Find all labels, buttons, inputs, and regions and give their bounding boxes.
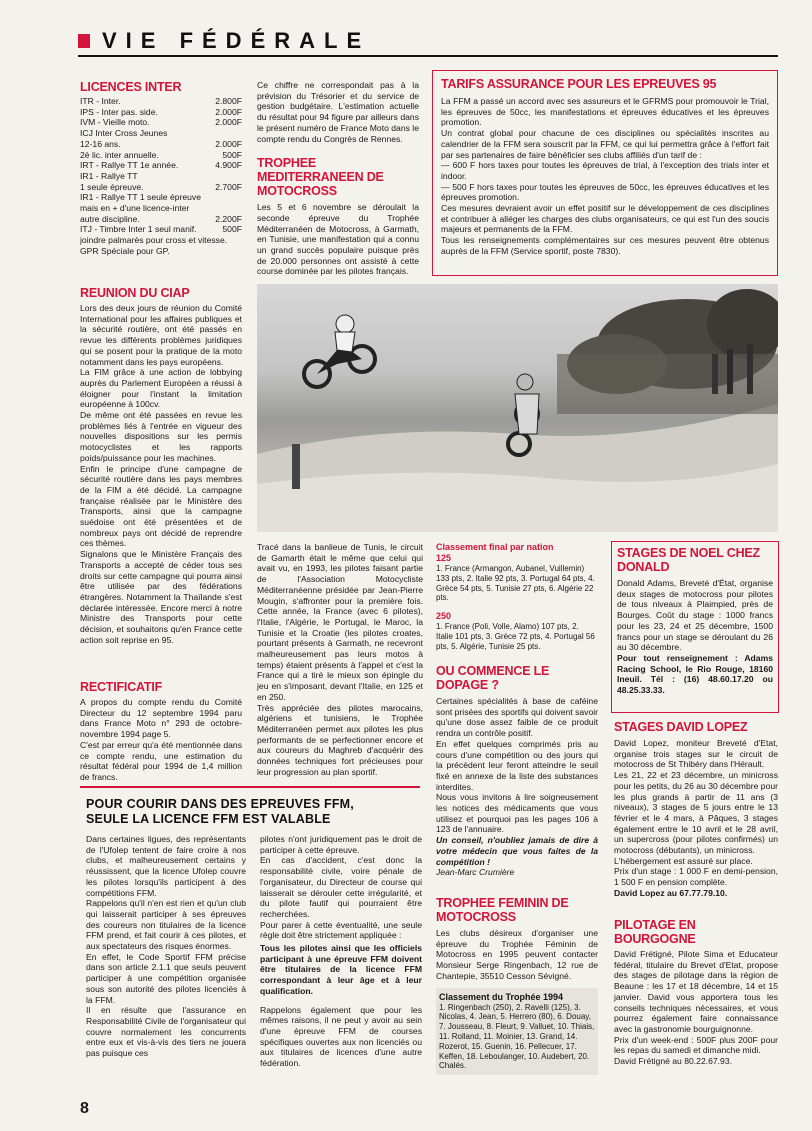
licence-label: 12-16 ans. bbox=[80, 138, 121, 149]
page-header bbox=[78, 28, 778, 56]
licence-row bbox=[80, 192, 242, 203]
noel-body: Donald Adams, Breveté d'État, organise deux stages de motocross pour pilotes de tous niveaux à Plaimpied, près de Bourges. Coût du stage : 1000 francs pour les 23, 24 et 25 décembre, 1500 francs pour un stage se déroulant du 26 au 30 décembre. bbox=[617, 578, 773, 653]
courir-col1-body: Dans certaines ligues, des représentants de l'Ufolep tentent de faire croire à nos clubs, et malheureusement certains y réussissent, que la licence Ufolep couvre les pilotes lorsqu'ils participent à des compétitions FFM. Rappelons qu'il n'en est rien et qu'un club qui laisserait participer à ses épreuves des coureurs non titulaires de la licence FFM prend, et fait courir à ces pilotes, et aux spectateurs des risques énormes. En effet, le Code Sportif FFM précise dans son article 2.1.1 que seuls peuvent participer à une compétition organisée sous son autorité des pilotes licenciés à la FFM. Il en résulte que l'assurance en Responsabilité Civile de l'organisateur qui couvre normalement les concurrents entre eux et vis-à-vis des tiers ne jouera pas puisque ces bbox=[86, 834, 246, 1059]
bourgogne-block bbox=[614, 918, 778, 1067]
noel-box bbox=[611, 541, 779, 713]
page-number: 8 bbox=[80, 1100, 89, 1117]
classement-block bbox=[436, 542, 596, 652]
ciap-body: Lors des deux jours de réunion du Comité International pour les affaires publiques et la sécurité routière, ont été passés en revue les différents problèmes juridiques qui se posent pour la pratique de la moto notamment dans les pays européens. La FIM grâce à une action de lobbying auprès du Parlement Européen a réussi à éloigner pour l'instant la limitation européenne à 100cv. De même ont été passées en revue les problèmes liés à l'entrée en vigueur des nouvelles dispositions sur les permis motocyclistes et les rapports poids/puissance pour les machines. Enfin le principe d'une campagne de sécurité routière dans les pays membres de la FIM a été décidé. La campagne française réalisée par le Ministère des Transports, ainsi que la campagne suédoise ont été présentées et de nombreux pays ont décidé de reprendre ces thèmes. Signalons que le Ministère Français des Transports a accepté de céder tous ses droits sur cette campagne qui pourra ainsi être utilisée par des fédérations étrangères. Notamment la Thaïlande s'est déclarée intéressée. Encore merci à notre Ministre des Transports pour cette décision, et souhaitons qu'en France cette action soit reprise en 95. bbox=[80, 303, 242, 645]
dopage-title: OU COMMENCE LE DOPAGE ? bbox=[436, 664, 550, 692]
classement-250-title: 250 bbox=[436, 611, 452, 622]
licence-row bbox=[80, 160, 242, 171]
feminin-body: Les clubs désireux d'organiser une épreuve du Trophée Féminin de Motocross en 1995 peuvent contacter Monsieur Serge Ringenbach, 12 rue de Chantepie, 35510 Cesson Sévigné. bbox=[436, 928, 598, 981]
lopez-block bbox=[614, 720, 778, 899]
licence-row bbox=[80, 139, 242, 150]
licence-price: 2.200F bbox=[215, 213, 242, 224]
courir-col2-body: pilotes n'ont juridiquement pas le droit de participer à cette épreuve. En cas d'accident, c'est donc la responsabilité civile, voire pénale de l'organisateur, du Directeur de course qui laisserait se dérouler cette irrégularité, et du pilote fautif qui pourraient être recherchées. Pour parer à cette éventualité, une seule règle doit être strictement appliquée : bbox=[260, 834, 422, 941]
rectificatif-body: A propos du compte rendu du Comité Directeur du 12 septembre 1994 paru dans France Moto n° 293 de octobre-novembre 1994 page 5. C'est par erreur qu'a été mentionnée dans ce compte rendu, une estimation du résultat fédéral pour 1994 de 1,4 million de francs. bbox=[80, 697, 242, 782]
licence-row bbox=[80, 171, 242, 182]
licence-price: 2.800F bbox=[215, 96, 242, 106]
licence-price: 500F bbox=[222, 149, 242, 160]
licences-list bbox=[80, 96, 242, 257]
licence-price: 4.900F bbox=[215, 160, 242, 171]
photo-scene bbox=[257, 284, 778, 532]
trophee-med-continued bbox=[257, 542, 423, 777]
licence-price: 2.000F bbox=[215, 138, 242, 149]
licence-label: joindre palmarès pour cross et vitesse. bbox=[80, 235, 228, 246]
rectificatif-continued: Ce chiffre ne correspondait pas à la prévision du Trésorier et du service de gestion budgétaire. L'estimation actuelle du résultat pour 94 figure par ailleurs dans le présent numéro de France Moto dans le compte rendu du Congrès de Rennes. bbox=[257, 80, 419, 144]
licence-row bbox=[80, 107, 242, 118]
noel-contact: Pour tout renseignement : Adams Racing School, le Rio Rouge, 18160 Ineuil. Tél : (16) 48.60.17.20 ou 48.25.33.33. bbox=[617, 652, 773, 696]
trophee-med-title: TROPHEE MEDITERRANEEN DE MOTOCROSS bbox=[257, 156, 384, 199]
licence-row bbox=[80, 214, 242, 225]
ciap-title: REUNION DU CIAP bbox=[80, 286, 190, 300]
licence-row bbox=[80, 224, 242, 235]
rectificatif-title: RECTIFICATIF bbox=[80, 680, 163, 694]
article-separator bbox=[80, 786, 420, 788]
licence-price: 500F bbox=[222, 224, 242, 235]
licence-price: 2.000F bbox=[215, 106, 242, 117]
col2-top bbox=[257, 80, 419, 277]
trophee-med-body: Les 5 et 6 novembre se déroulait la seconde épreuve du Trophée Méditerranéen de Motocross, à Garmath, en Tunisie, une manifestation qui a connu un grand succès populaire puisque près de 20.000 personnes ont assisté à cette course dominée par les pilotes français. bbox=[257, 202, 419, 277]
classement-250-body: 1. France (Poli, Volle, Alamo) 107 pts, 2. Italie 101 pts, 3. Grèce 72 pts, 4. Portugal 56 pts, 5. Algérie, Tunisie 25 pts. bbox=[436, 622, 595, 651]
tarifs-box bbox=[432, 70, 778, 276]
licence-price: 2.700F bbox=[215, 181, 242, 192]
trophee-med-body2: Tracé dans la banlieue de Tunis, le circuit de Gamarth était le même que celui qui avait vu, en 1993, les pilotes faisant partie de l'Association Motocycliste Méditerranéenne présidée par Jean-Pierre Mougin, s'affronter pour la première fois. Cette année, la France (avec 6 pilotes), l'Italie, l'Algérie, le Portugal, le Maroc, la Tunisie et la Croatie (les pilotes croates, pourtant présents à Garmath, ne recevront malheureusement pas leurs motos à temps) étaient présents à l'appel et c'est la France qui a tiré le mieux son épingle du jeu en s'imposant, devant l'Italie, en 125 et en 250. Très appréciée des pilotes marocains, algériens et tunisiens, le Trophée Méditerranéen permet aux pilotes les plus performants de se perfectionner encore et aux coureurs du Maghreb d'acquérir des données techniques fort précieuses pour leur progression au plan sportif. bbox=[257, 542, 423, 777]
header-rule bbox=[78, 55, 778, 57]
courir-rule: Tous les pilotes ainsi que les officiels participant à une épreuve FFM doivent être titulaires de la licence FFM correspondant à leur âge et à leur qualification. bbox=[260, 943, 422, 996]
courir-col2-end: Rappelons également que pour les mêmes raisons, il ne peut y avoir au sein d'une épreuve FFM de courses spécifiques ouvertes aux non licenciés ou aux titulaires de licences d'une autre fédération. bbox=[260, 1004, 422, 1069]
tarifs-title: TARIFS ASSURANCE POUR LES EPREUVES 95 bbox=[441, 77, 717, 91]
feminin-title: TROPHEE FEMININ DE MOTOCROSS bbox=[436, 896, 569, 924]
dopage-signature: Jean-Marc Crumière bbox=[436, 867, 515, 878]
licence-row bbox=[80, 128, 242, 139]
licence-label: ICJ Inter Cross Jeunes bbox=[80, 128, 168, 139]
licence-row bbox=[80, 96, 242, 107]
lopez-body: David Lopez, moniteur Breveté d'Etat, organise trois stages sur le circuit de motocross de St Thibéry dans l'Hérault. Les 21, 22 et 23 décembre, un minicross pour les petits, du 26 au 30 décembre pour les plus grands à partir de 11 ans (3 niveaux), 3 stages de 5 jours entre le 13 février et le 4 mars, à Pâques, 3 stages également entre le 10 avril et le 28 avril, un supercross (pour pilotes confirmés) un motocross (débutants), un minicross. L'hébergement est assuré sur place. Prix d'un stage : 1 000 F en demi-pension, 1 500 F en pension complète. bbox=[614, 738, 778, 888]
lopez-contact: David Lopez au 67.77.79.10. bbox=[614, 887, 728, 898]
feminin-class-body: 1. Ringenbach (250), 2. Ravelli (125), 3. Nicolas, 4. Jean, 5. Herrero (80), 6. Douay, 7. Jousseau, 8. Fleurt, 9. Valluet, 10. Thiais, 11. Rolland, 11. Moinier, 13. Grand, 14. Rozerot, 15. Guenin, 16. Pellecuer, 17. Keffen, 18. Leboulanger, 10. Audebert, 20. Chalés. bbox=[439, 1002, 595, 1071]
feminin-class-title: Classement du Trophée 1994 bbox=[439, 991, 564, 1002]
courir-col2 bbox=[260, 834, 422, 1069]
licence-label: IR1 - Rallye TT 1 seule épreuve bbox=[80, 192, 202, 203]
dopage-body: Certaines spécialités à base de caféine sont prisées des sportifs qui doivent savoir qu'une dose assez faible de ce produit rendra un contrôle positif. En effet quelques comprimés pris au cours d'une compétition ou des jours qui la précèdent leur feront atteindre le seuil fixé en annexe de la liste des substances interdites. Nous vous invitons à lire soigneusement les notices des médicaments que vous utilisez et pourquoi pas les pages 106 à 123 de l'annuaire. bbox=[436, 696, 598, 835]
licence-label: IPS - Inter pas. side. bbox=[80, 106, 158, 117]
bourgogne-title: PILOTAGE EN BOURGOGNE bbox=[614, 918, 696, 946]
header-red-square bbox=[78, 34, 90, 48]
dopage-block bbox=[436, 664, 598, 878]
licence-row bbox=[80, 235, 242, 246]
classement-125-title: 125 bbox=[436, 553, 452, 563]
ciap-block bbox=[80, 286, 242, 646]
licence-row bbox=[80, 246, 242, 257]
courir-title-block bbox=[86, 797, 416, 827]
noel-title: STAGES DE NOEL CHEZ DONALD bbox=[617, 546, 760, 574]
section-title: VIE FÉDÉRALE bbox=[102, 28, 371, 53]
classement-title: Classement final par nation bbox=[436, 542, 554, 552]
licence-label: autre discipline. bbox=[80, 213, 140, 224]
licences-title: LICENCES INTER bbox=[80, 80, 182, 94]
licence-label: 1 seule épreuve. bbox=[80, 181, 144, 192]
licence-row bbox=[80, 117, 242, 128]
feminin-block bbox=[436, 896, 598, 1075]
bourgogne-body: David Frétigné, Pilote Sima et Educateur fédéral, titulaire du Brevet d'Etat, propose des stages de pilotage dans la région de Beaune : les 17 et 18 décembre, 14 et 15 janvier. David vous apportera tous les conseils techniques nécessaires, et vous pourrez également faire connaissance avec la gastronomie bourguignonne. Prix d'un week-end : 500F plus 200F pour les repas du samedi et dimanche midi. David Frétigné au 80.22.67.93. bbox=[614, 949, 778, 1067]
licence-row bbox=[80, 182, 242, 193]
licence-price: 2.000F bbox=[215, 117, 242, 128]
licence-label: ITR - Inter. bbox=[80, 96, 121, 106]
licence-label: ITJ - Timbre Inter 1 seul manif. bbox=[80, 224, 197, 235]
courir-col1 bbox=[86, 834, 246, 1059]
classement-125-body: 1. France (Armangon, Aubanel, Vuillemin) 133 pts, 2. Italie 92 pts, 3. Portugal 64 pts, 4. Grèce 54 pts, 5. Tunisie 27 pts, 6. Algérie 22 pts. bbox=[436, 564, 595, 603]
licence-label: IVM - Vieille moto. bbox=[80, 117, 150, 128]
licence-row bbox=[80, 150, 242, 161]
tarifs-body: La FFM a passé un accord avec ses assureurs et le GFRMS pour promouvoir le Trial, les épreuves de 50cc, les manifestations et épreuves éducatives et les épreuves promotion. Un contrat global pour chacune de ces disciplines ou spécialités inscrites au calendrier de la FFM sera souscrit par la FFM, ce qui lui permettra grâce à l'effort fait par ses partenaires de faire bénéficier ses clubs affiliés d'un tarif de : — 600 F hors taxes pour toutes les épreuves de trial, à l'exception des trials inter et indoor. — 500 F hors taxes pour toutes les épreuves de 50cc, les épreuves éducatives et les épreuves promotion. Ces mesures devraient avoir un effet positif sur le développement de ces disciplines et contribuer à alléger les charges des clubs organisateurs, ce qui est l'un des soucis majeurs et permanents de la FFM. Tous les renseignements complémentaires sur ces mesures peuvent être obtenus auprès de la FFM (Service sportif, poste 7830). bbox=[441, 96, 769, 256]
licence-label: 2è lic. inter annuelle. bbox=[80, 149, 159, 160]
courir-title-2: SEULE LA LICENCE FFM EST VALABLE bbox=[86, 812, 331, 826]
licence-label: mais en + d'une licence-inter bbox=[80, 203, 190, 214]
lopez-title: STAGES DAVID LOPEZ bbox=[614, 720, 748, 734]
feminin-classement bbox=[436, 988, 598, 1076]
licence-label: IR1 - Rallye TT bbox=[80, 170, 138, 181]
licences-inter-block bbox=[80, 80, 242, 257]
dopage-advice: Un conseil, n'oubliez jamais de dire à votre médecin que vous faites de la compétition ! bbox=[436, 835, 598, 867]
licence-label: IRT - Rallye TT 1e année. bbox=[80, 160, 179, 171]
licence-row bbox=[80, 203, 242, 214]
licence-label: GPR Spéciale pour GP. bbox=[80, 245, 170, 256]
rectificatif-block bbox=[80, 680, 242, 783]
motocross-photo bbox=[257, 284, 778, 532]
courir-title-1: POUR COURIR DANS DES EPREUVES FFM, bbox=[86, 797, 354, 811]
